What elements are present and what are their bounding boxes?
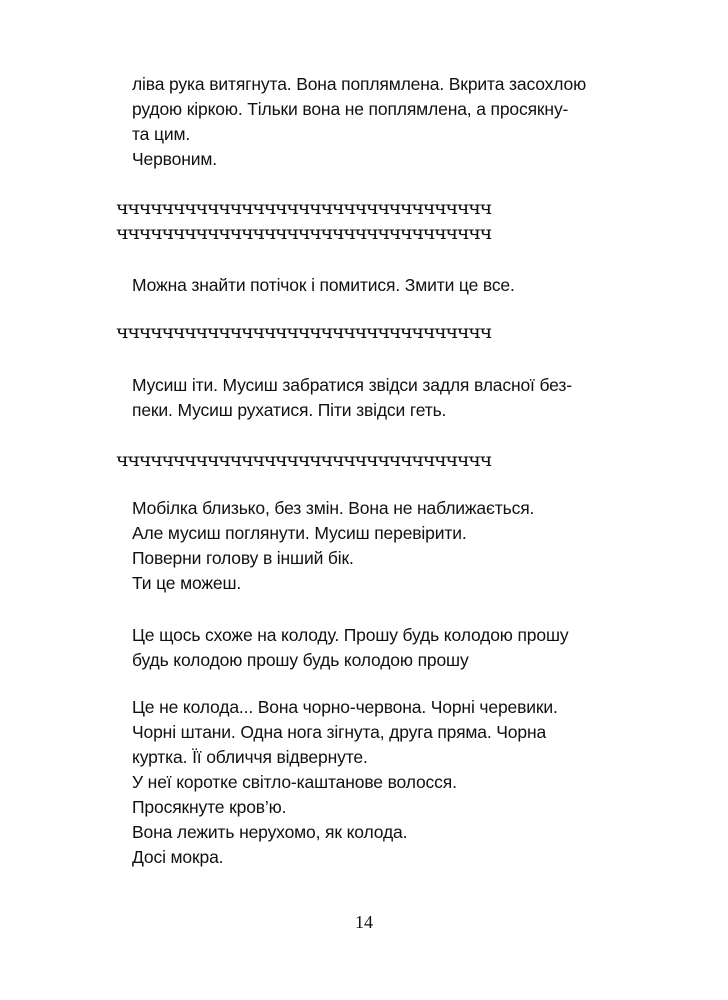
letter-separator-2	[116, 320, 602, 345]
paragraph-3	[132, 373, 602, 423]
text-line: будь колодою прошу будь колодою прошу	[132, 650, 469, 670]
separator-line: ччччччччччччччччччччччччччччччччч	[116, 321, 491, 343]
text-line: Можна знайти потічок і помитися. Змити це все.	[132, 275, 515, 295]
text-line: У неї коротке світло-каштанове волосся.	[132, 772, 457, 792]
text-line: куртка. Її обличчя відвернуте.	[132, 747, 368, 767]
text-line: Це не колода... Вона чорно-червона. Чорні черевики.	[132, 697, 558, 717]
separator-line: ччччччччччччччччччччччччччччччччч	[116, 222, 491, 244]
text-line: Червоним.	[132, 149, 217, 169]
page-number: 14	[355, 912, 373, 932]
paragraph-2	[132, 273, 602, 298]
text-line: Мобілка близько, без змін. Вона не наближається.	[132, 498, 535, 518]
separator-line: ччччччччччччччччччччччччччччччччч	[116, 197, 491, 219]
text-line: Ти це можеш.	[132, 573, 242, 593]
text-line: Це щось схоже на колоду. Прошу будь колодою прошу	[132, 625, 569, 645]
paragraph-5	[132, 623, 602, 673]
text-line: та цим.	[132, 124, 191, 144]
paragraph-6	[132, 695, 602, 870]
text-line: рудою кіркою. Тільки вона не поплямлена, а просякну-	[132, 99, 569, 119]
text-line: пеки. Мусиш рухатися. Піти звідси геть.	[132, 400, 447, 420]
paragraph-4	[132, 496, 602, 596]
letter-separator-3	[116, 448, 602, 473]
text-line: Вона лежить нерухомо, як колода.	[132, 822, 408, 842]
paragraph-1	[132, 72, 602, 172]
text-line: Але мусиш поглянути. Мусиш перевірити.	[132, 523, 467, 543]
letter-separator-1	[116, 196, 602, 246]
text-line: Просякнуте кров’ю.	[132, 797, 287, 817]
text-line: Чорні штани. Одна нога зігнута, друга пряма. Чорна	[132, 722, 547, 742]
text-line: Поверни голову в інший бік.	[132, 548, 354, 568]
separator-line: ччччччччччччччччччччччччччччччччч	[116, 449, 491, 471]
text-line: Мусиш іти. Мусиш забратися звідси задля власної без-	[132, 375, 572, 395]
text-line: Досі мокра.	[132, 847, 224, 867]
text-line: ліва рука витягнута. Вона поплямлена. Вкрита засохлою	[132, 74, 587, 94]
